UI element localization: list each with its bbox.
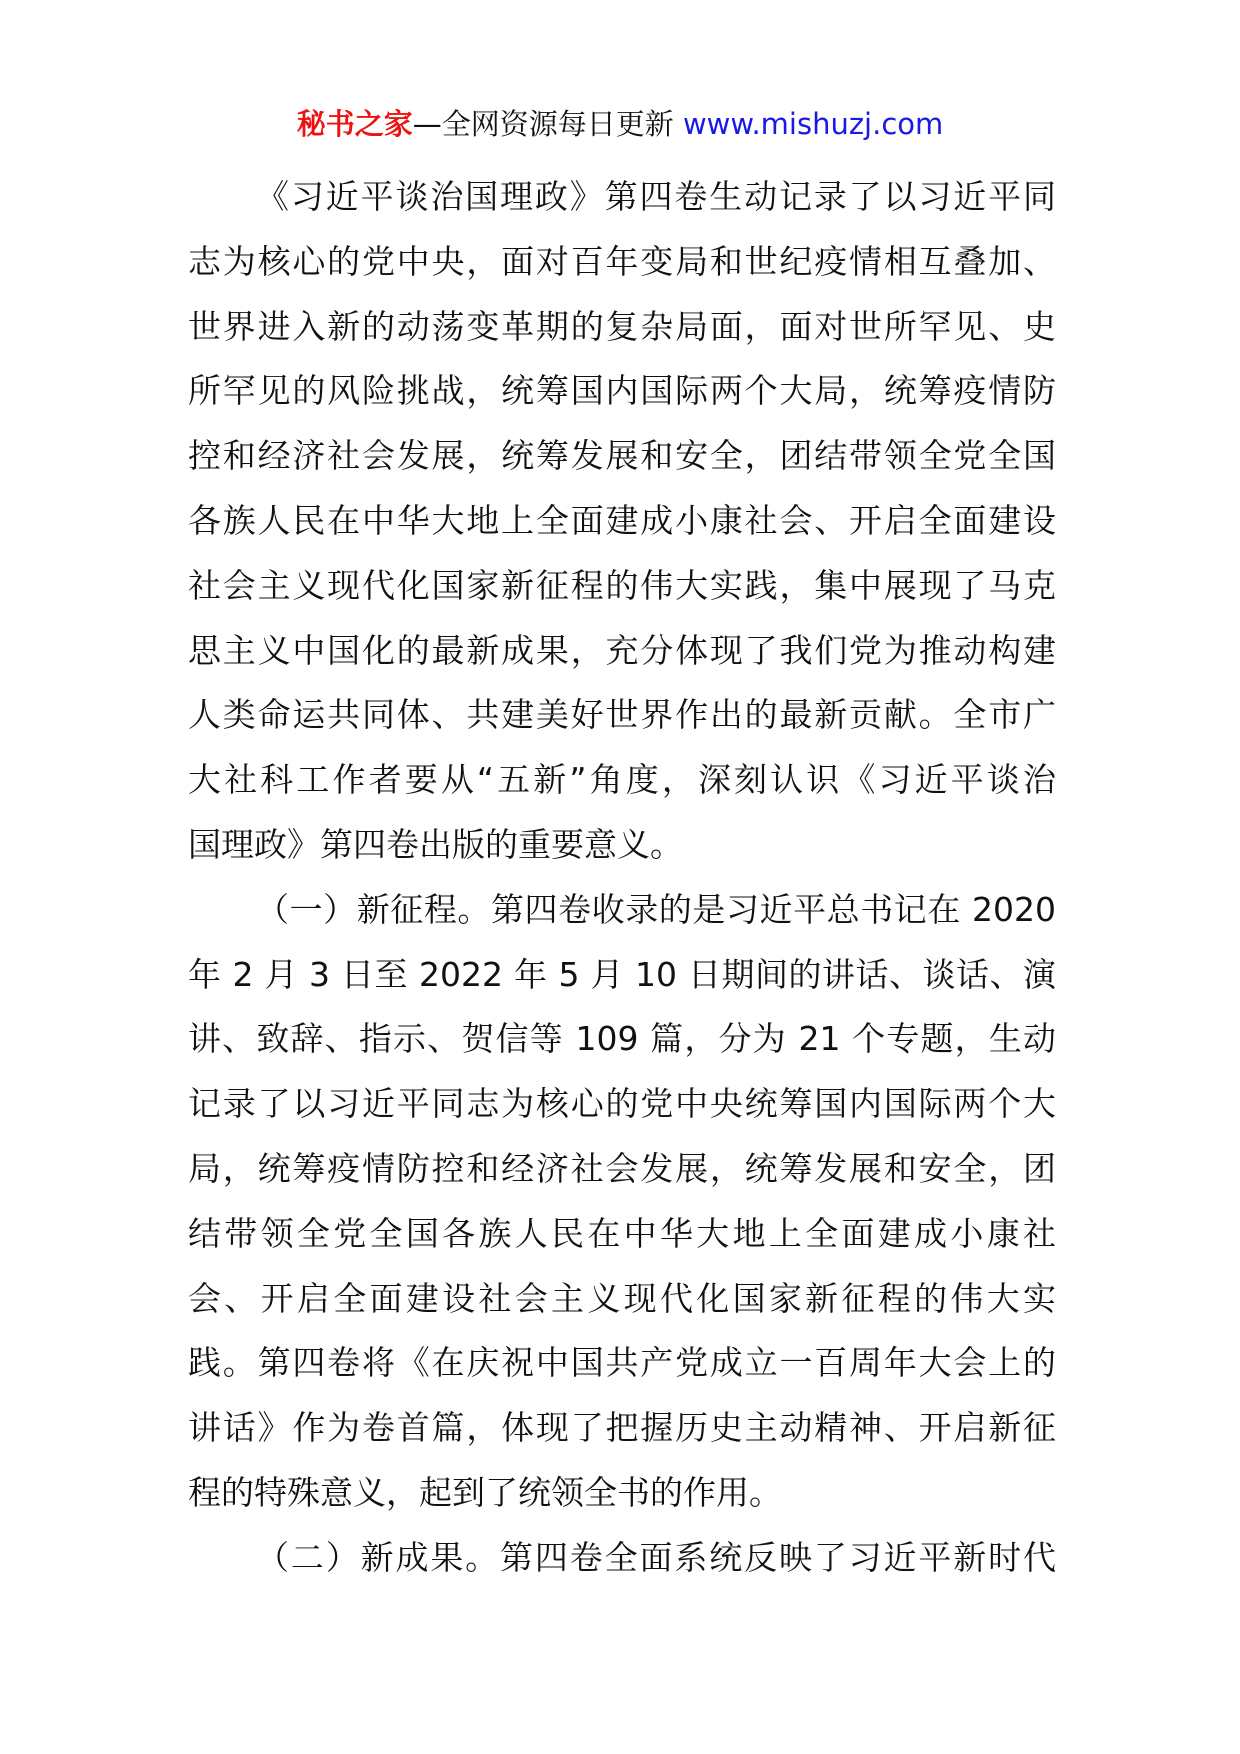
text-line: 所罕见的风险挑战，统筹国内国际两个大局，统筹疫情防	[188, 371, 1056, 411]
text-line: 程的特殊意义，起到了统领全书的作用。	[188, 1472, 782, 1512]
paragraph	[188, 165, 1056, 878]
text-line: 志为核心的党中央，面对百年变局和世纪疫情相互叠加、	[188, 241, 1056, 281]
text-line: 局，统筹疫情防控和经济社会发展，统筹发展和安全，团	[188, 1148, 1056, 1188]
text-line: 记录了以习近平同志为核心的党中央统筹国内国际两个大	[188, 1084, 1056, 1124]
text-line: 思主义中国化的最新成果，充分体现了我们党为推动构建	[188, 630, 1056, 670]
text-line: 国理政》第四卷出版的重要意义。	[188, 824, 683, 864]
text-line: （一）新征程。第四卷收录的是习近平总书记在 2020	[256, 889, 1056, 929]
text-line: 世界进入新的动荡变革期的复杂局面，面对世所罕见、史	[188, 306, 1056, 346]
text-line: 控和经济社会发展，统筹发展和安全，团结带领全党全国	[188, 436, 1056, 476]
text-line: 结带领全党全国各族人民在中华大地上全面建成小康社	[188, 1213, 1056, 1253]
text-line: 各族人民在中华大地上全面建成小康社会、开启全面建设	[188, 500, 1056, 540]
text-line: 会、开启全面建设社会主义现代化国家新征程的伟大实	[188, 1278, 1056, 1318]
text-line: （二）新成果。第四卷全面系统反映了习近平新时代	[256, 1537, 1056, 1577]
text-line: 《习近平谈治国理政》第四卷生动记录了以习近平同	[256, 177, 1056, 216]
text-line: 讲话》作为卷首篇，体现了把握历史主动精神、开启新征	[188, 1408, 1056, 1448]
text-line: 大社科工作者要从“五新”角度，深刻认识《习近平谈治	[188, 760, 1056, 800]
site-url[interactable]: www.mishuzj.com	[682, 107, 944, 141]
text-line: 践。第四卷将《在庆祝中国共产党成立一百周年大会上的	[188, 1343, 1056, 1383]
site-brand: 秘书之家	[296, 107, 413, 141]
site-tagline: —全网资源每日更新	[412, 107, 683, 141]
paragraph	[188, 878, 1056, 1526]
text-line: 年 2 月 3 日至 2022 年 5 月 10 日期间的讲话、谈话、演	[188, 954, 1056, 994]
text-line: 人类命运共同体、共建美好世界作出的最新贡献。全市广	[188, 695, 1056, 735]
document-body	[188, 165, 1056, 1591]
text-line: 社会主义现代化国家新征程的伟大实践，集中展现了马克	[188, 565, 1056, 605]
site-header	[0, 104, 1240, 144]
text-line: 讲、致辞、指示、贺信等 109 篇，分为 21 个专题，生动	[188, 1019, 1056, 1059]
paragraph	[188, 1526, 1056, 1591]
